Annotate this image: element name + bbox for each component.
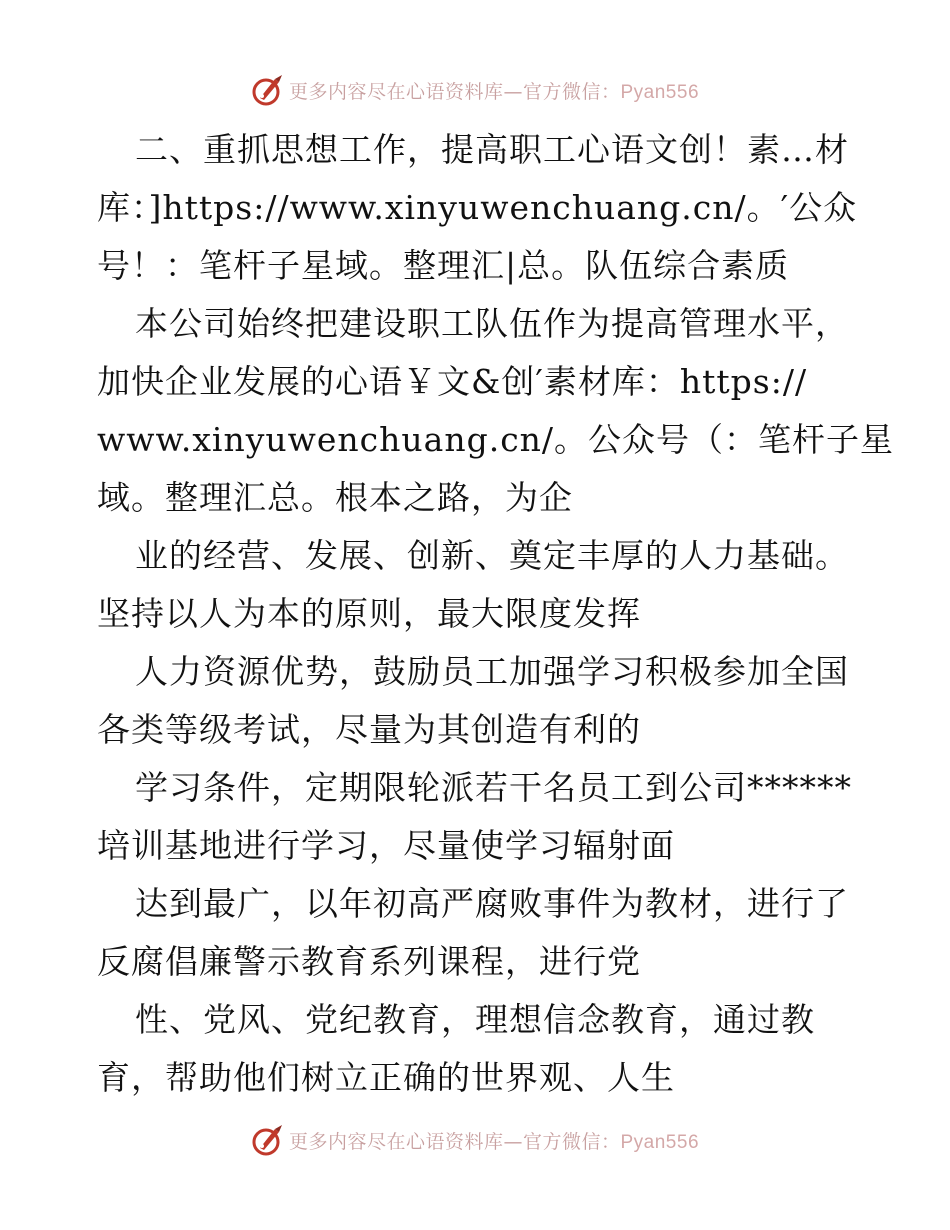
body-line: 育，帮助他们树立正确的世界观、人生 [97,1058,675,1097]
header-banner-text: 更多内容尽在心语资料库—官方微信：Pyan556 [288,80,700,103]
footer-banner-text: 更多内容尽在心语资料库—官方微信：Pyan556 [288,1130,700,1153]
quill-pen-logo-icon [251,73,285,107]
body-line: 二、重抓思想工作，提高职工心语文创！素…材 [135,130,849,169]
body-line: 反腐倡廉警示教育系列课程，进行党 [97,942,641,981]
body-line: 培训基地进行学习，尽量使学习辐射面 [97,826,675,865]
header-banner [0,70,950,110]
body-line: 库：]https://www.xinyuwenchuang.cn/。′公众 [97,188,858,227]
quill-pen-logo-icon [251,1123,285,1157]
body-line: 坚持以人为本的原则，最大限度发挥 [97,594,641,633]
body-line: 达到最广，以年初高严腐败事件为教材，进行了 [135,884,849,923]
body-line: 业的经营、发展、创新、奠定丰厚的人力基础。 [135,536,849,575]
body-line: 性、党风、党纪教育，理想信念教育，通过教 [135,1000,815,1039]
body-line: www.xinyuwenchuang.cn/。公众号（：笔杆子星 [97,420,895,459]
body-line: 各类等级考试，尽量为其创造有利的 [97,710,641,749]
body-line: 人力资源优势，鼓励员工加强学习积极参加全国 [135,652,849,691]
document-body [97,121,895,1107]
body-line: 加快企业发展的心语￥文&创′素材库：https:// [97,362,808,401]
body-line: 学习条件，定期限轮派若干名员工到公司****** [135,768,852,807]
body-line: 域。整理汇总。根本之路，为企 [97,478,573,517]
footer-wechat-handle: Pyan556 [620,1131,700,1153]
header-wechat-handle: Pyan556 [620,81,700,103]
body-line: 号！：笔杆子星域。整理汇|总。队伍综合素质 [97,246,790,285]
footer-banner [0,1120,950,1160]
body-line: 本公司始终把建设职工队伍作为提高管理水平， [135,304,849,343]
